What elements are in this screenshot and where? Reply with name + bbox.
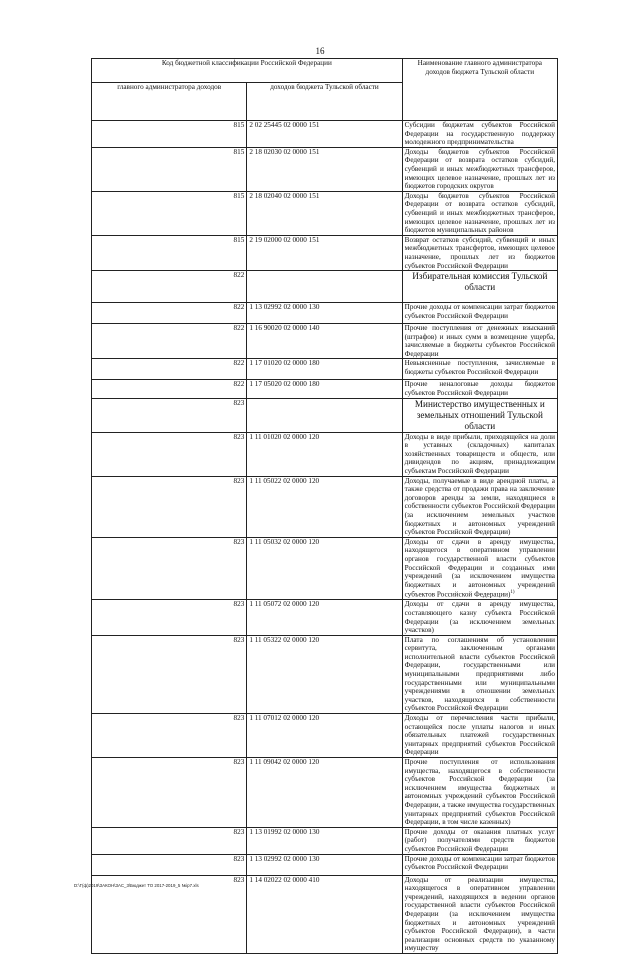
income-name-cell [402, 235, 557, 270]
income-code-cell: 1 16 90020 02 0000 140 [247, 324, 402, 359]
income-code-cell: 1 11 05322 02 0000 120 [247, 635, 402, 713]
name-column-header: Наименование главного администратора доходов бюджета Тульской области [402, 59, 557, 121]
admin-code-cell: 822 [92, 380, 247, 398]
table-row [92, 324, 558, 359]
table-row [92, 854, 558, 875]
income-name-text: Прочие поступления от использования имущества, находящегося в собственности субъектов Российской Федерации (за исключением имущества бюджетных и автономных учреждений субъектов Российской Федерации, а также имущества государственных унитарных предприятий субъектов Российской Федерации, в том числе казенных) [404, 758, 555, 827]
kbk-group-header: Код бюджетной классификации Российской Федерации [92, 59, 403, 83]
admin-code-cell: 815 [92, 191, 247, 235]
income-code-cell: 1 11 07012 02 0000 120 [247, 714, 402, 758]
income-name-cell [402, 359, 557, 380]
income-name-cell [402, 854, 557, 875]
admin-code-cell: 822 [92, 271, 247, 303]
table-row [92, 432, 558, 476]
income-name-text: Возврат остатков субсидий, субвенций и иных межбюджетных трансфертов, имеющих целевое назначение, прошлых лет из бюджетов субъектов Российской Федерации [404, 235, 555, 270]
income-name-text: Доходы от сдачи в аренду имущества, находящегося в оперативном управлении органов государственной власти субъектов Российской Федерации и созданных ими учреждений (за исключением имущества бюджетных и автономных учреждений субъектов Российской Федерации) [404, 537, 555, 599]
income-name-cell [402, 432, 557, 476]
income-name-text: Доходы от реализации имущества, находящегося в оперативном управлении учреждений, находящихся в ведении органов государственной власти субъектов Российской Федерации (за исключением имущества бюджетных и автономных учреждений субъектов Российской Федерации), в части реализации основных средств по указанному имуществу [404, 875, 555, 953]
income-code-cell [247, 271, 402, 303]
admin-code-cell: 823 [92, 827, 247, 854]
table-row [92, 121, 558, 148]
income-name-text: Прочие доходы от оказания платных услуг (работ) получателями средств бюджетов субъектов Российской Федерации [404, 827, 555, 853]
admin-code-cell: 822 [92, 359, 247, 380]
admin-code-cell: 823 [92, 398, 247, 432]
income-code-cell: 2 02 25445 02 0000 151 [247, 121, 402, 148]
income-name-text: Доходы бюджетов субъектов Российской Федерации от возврата остатков субсидий, субвенций и иных межбюджетных трансферов, имеющих целевое назначение, прошлых лет из бюджетов городских округов [404, 147, 555, 191]
income-column-header: доходов бюджета Тульской области [247, 83, 402, 121]
admin-code-cell: 823 [92, 635, 247, 713]
table-row [92, 147, 558, 191]
income-name-cell [402, 476, 557, 537]
table-row [92, 303, 558, 324]
income-name-cell [402, 191, 557, 235]
income-code-cell: 1 17 05020 02 0000 180 [247, 380, 402, 398]
footnote-marker: 1) [510, 590, 515, 596]
admin-code-cell: 822 [92, 324, 247, 359]
income-name-cell [402, 875, 557, 953]
income-name-cell [402, 380, 557, 398]
income-name-text: Прочие доходы от компенсации затрат бюджетов субъектов Российской Федерации [404, 303, 555, 320]
income-name-text: Доходы, получаемые в виде арендной платы, а также средства от продажи права на заключение договоров аренды за земли, находящиеся в собственности субъектов Российской Федерации (за исключением земельных участков бюджетных и автономных учреждений субъектов Российской Федерации) [404, 476, 555, 537]
admin-code-cell: 823 [92, 758, 247, 828]
admin-code-cell: 823 [92, 600, 247, 635]
income-name-cell [402, 600, 557, 635]
income-name-text: Субсидии бюджетам субъектов Российской Федерации на государственную поддержку молодежного предпринимательства [404, 121, 555, 147]
table-body [92, 121, 558, 954]
income-code-cell: 1 11 09042 02 0000 120 [247, 758, 402, 828]
income-name-text: Прочие доходы от компенсации затрат бюджетов субъектов Российской Федерации [404, 854, 555, 872]
admin-code-cell: 823 [92, 875, 247, 953]
income-name-text: Доходы в виде прибыли, приходящейся на доли в уставных (складочных) капиталах хозяйственных товариществ и обществ, или дивидендов по акциям, принадлежащим субъектам Российской Федерации [404, 432, 555, 476]
income-name-text: Плата по соглашениям об установлении сервитута, заключенным органами исполнительной власти субъектов Российской Федерации, государственными или муниципальными предприятиями либо государственными или муниципальными учреждениями в отношении земельных участков, находящихся в собственности субъектов Российской Федерации [404, 635, 555, 713]
table-row [92, 476, 558, 537]
table-row [92, 758, 558, 828]
admin-code-cell: 823 [92, 476, 247, 537]
income-name-cell [402, 121, 557, 148]
table-row [92, 235, 558, 270]
admin-code-cell: 815 [92, 235, 247, 270]
income-name-cell [402, 714, 557, 758]
income-code-cell: 2 18 02030 02 0000 151 [247, 147, 402, 191]
income-name-cell [402, 827, 557, 854]
income-name-cell [402, 303, 557, 324]
income-name-cell [402, 324, 557, 359]
admin-code-cell: 823 [92, 537, 247, 600]
income-code-cell: 2 19 02000 02 0000 151 [247, 235, 402, 270]
income-name-cell [402, 147, 557, 191]
income-name-cell [402, 537, 557, 600]
income-name-text: Министерство имущественных и земельных отношений Тульской области [414, 398, 545, 431]
table-row [92, 635, 558, 713]
table-row [92, 359, 558, 380]
income-name-cell [402, 635, 557, 713]
table-row [92, 600, 558, 635]
income-code-cell: 2 18 02040 02 0000 151 [247, 191, 402, 235]
table-row [92, 380, 558, 398]
admin-code-cell: 815 [92, 147, 247, 191]
table-row [92, 714, 558, 758]
income-code-cell: 1 17 01020 02 0000 180 [247, 359, 402, 380]
table-row [92, 537, 558, 600]
page-number: 16 [315, 46, 325, 56]
income-name-text: Избирательная комиссия Тульской области [412, 271, 548, 293]
income-name-text: Доходы от перечисления части прибыли, остающейся после уплаты налогов и иных обязательных платежей государственных унитарных предприятий субъектов Российской Федерации [404, 714, 555, 757]
income-code-cell: 1 13 02992 02 0000 130 [247, 854, 402, 875]
admin-code-cell: 823 [92, 714, 247, 758]
table-row [92, 827, 558, 854]
income-name-text: Доходы бюджетов субъектов Российской Федерации от возврата остатков субсидий, субвенций и иных межбюджетных трансферов, имеющих целевое назначение, прошлых лет из бюджетов муниципальных районов [404, 191, 555, 235]
admin-column-header: главного администратора доходов [92, 83, 247, 121]
admin-code-cell: 822 [92, 303, 247, 324]
income-code-cell: 1 11 01020 02 0000 120 [247, 432, 402, 476]
income-code-cell [247, 398, 402, 432]
income-name-text: Прочие неналоговые доходы бюджетов субъектов Российской Федерации [404, 380, 555, 398]
income-code-cell: 1 13 02992 02 0000 130 [247, 303, 402, 324]
section-title-cell [402, 398, 557, 432]
table-row [92, 191, 558, 235]
admin-code-cell: 823 [92, 432, 247, 476]
income-code-cell: 1 11 05072 02 0000 120 [247, 600, 402, 635]
income-code-cell: 1 11 05022 02 0000 120 [247, 476, 402, 537]
admin-code-cell: 823 [92, 854, 247, 875]
revenue-admin-table [91, 58, 558, 954]
income-code-cell: 1 11 05032 02 0000 120 [247, 537, 402, 600]
section-title-cell [402, 271, 557, 303]
file-path-footer: D:\Г(ф)2019\ЗАКОН\ЗАС_3\Бюджет ТО 2017-2019_5 №ip7.xls [74, 883, 199, 888]
income-name-text: Доходы от сдачи в аренду имущества, составляющего казну субъекта Российской Федерации (за исключением земельных участков) [404, 600, 555, 635]
admin-code-cell: 815 [92, 121, 247, 148]
income-name-text: Прочие поступления от денежных взысканий (штрафов) и иных сумм в возмещение ущерба, зачисляемые в бюджеты субъектов Российской Федерации [404, 324, 555, 358]
section-header-row [92, 271, 558, 303]
income-name-text: Невыясненные поступления, зачисляемые в бюджеты субъектов Российской Федерации [404, 359, 555, 377]
section-header-row [92, 398, 558, 432]
income-code-cell: 1 14 02022 02 0000 410 [247, 875, 402, 953]
income-name-cell [402, 758, 557, 828]
income-code-cell: 1 13 01992 02 0000 130 [247, 827, 402, 854]
